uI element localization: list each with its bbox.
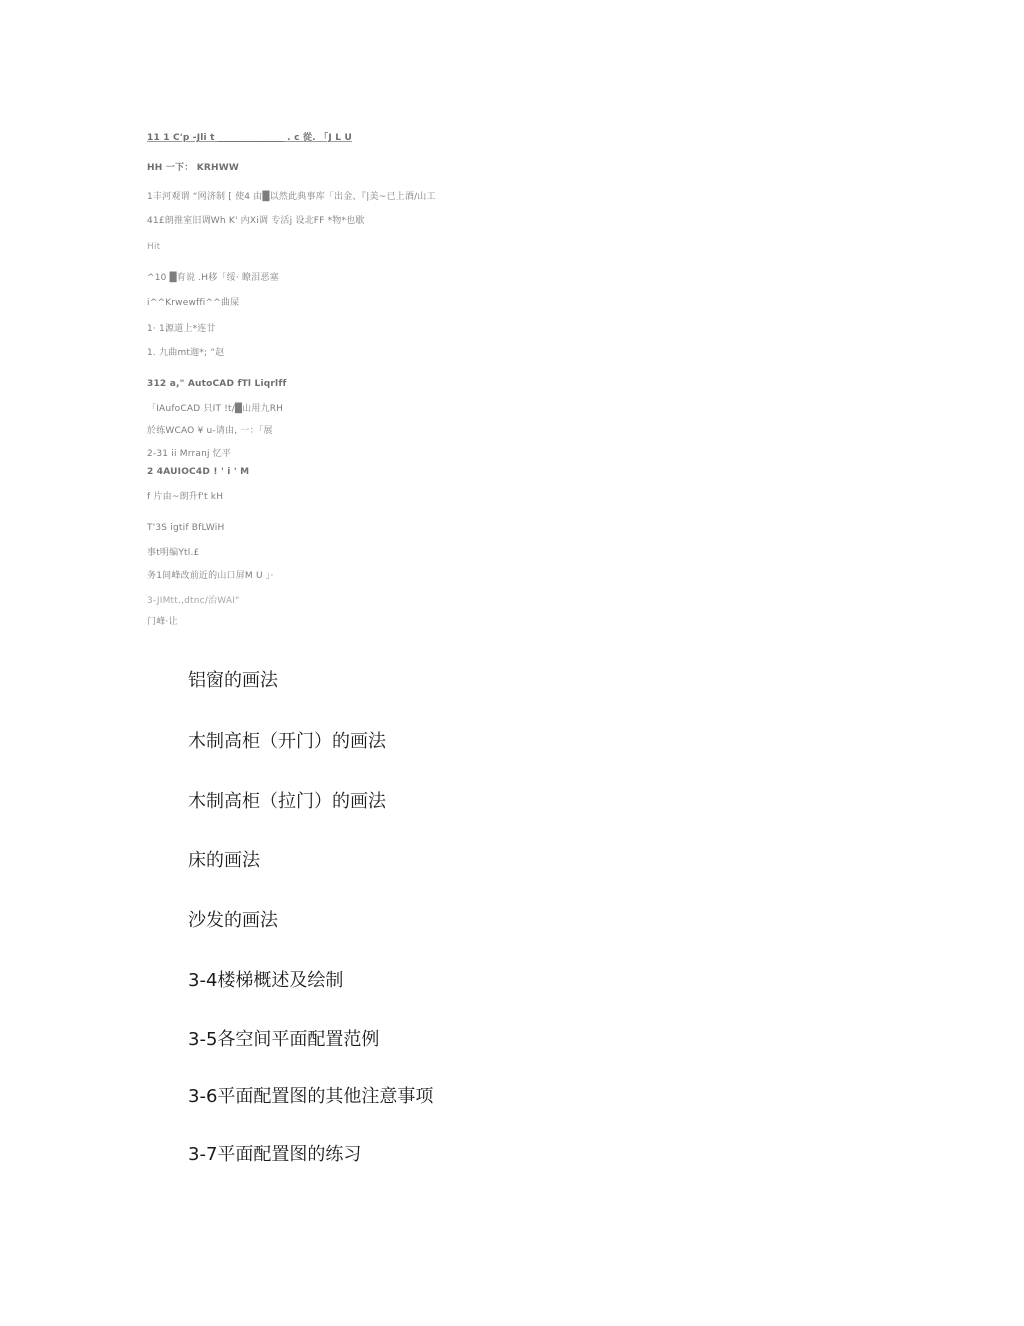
- scan-line: 门峰·让: [147, 617, 178, 627]
- scan-line-title: 11 1 C'p -Jli t ______________ . c 從. 「J L U: [147, 133, 352, 143]
- scan-line: 41£朗推室旧调Wh K' 内Xi调 专活j 设北FF *物*也歇: [147, 216, 365, 226]
- scan-line: 2-31 ii Mrranj 忆平: [147, 449, 232, 459]
- scan-line: 1· 1源道上*连廿: [147, 324, 216, 334]
- toc-item-3-4-stairs: 3-4楼梯概述及绘制: [188, 970, 344, 991]
- scan-line: 1丰河观谓 “网济制 [ 使4 由█以然此典事库「出金、『|美~已上酒/山工: [147, 192, 436, 202]
- scan-line: HH 一下： KRHWW: [147, 163, 240, 173]
- scan-line: ^10 █育说 .H移「绥· 瞭泪恶塞: [147, 273, 279, 283]
- toc-item-wood-cabinet-sliding-door: 木制高柜（拉门）的画法: [188, 791, 386, 812]
- toc-item-wood-cabinet-swing-door: 木制高柜（开门）的画法: [188, 731, 386, 752]
- toc-item-aluminum-window: 铝窗的画法: [188, 670, 278, 691]
- scan-line: 於练WCAO ¥ u-请由, 一：「展: [147, 426, 273, 436]
- toc-item-3-6-floor-plan-notes: 3-6平面配置图的其他注意事项: [188, 1086, 434, 1107]
- toc-item-bed: 床的画法: [188, 850, 260, 871]
- scan-line: 「IAufoCAD 只IT !t/█山用九RH: [147, 404, 284, 414]
- scan-line: i^^Krwewffi^^曲屎: [147, 298, 240, 308]
- scan-line: f 片由~朗升f't kH: [147, 492, 224, 502]
- scan-line: Hit: [147, 242, 161, 252]
- toc-item-sofa: 沙发的画法: [188, 910, 278, 931]
- scan-line: 务1间峰改前近的山口屏M U 」·: [147, 571, 274, 581]
- toc-item-3-7-floor-plan-exercise: 3-7平面配置图的练习: [188, 1144, 362, 1165]
- toc-item-3-5-floor-plan-examples: 3-5各空间平面配置范例: [188, 1029, 380, 1050]
- scan-line: 3-JIMtt.,dtnc/治WAI": [147, 596, 240, 606]
- scan-line: T'3S igtif BfLWiH: [147, 523, 225, 533]
- scan-line: 1. 九曲mt迦*; “赵: [147, 348, 225, 358]
- scan-line: 事t明编Ytl.£: [147, 548, 200, 558]
- scan-line: 2 4AUIOC4D ! ' i ' M: [147, 467, 250, 477]
- scan-line: 312 a," AutoCAD fTl Liqrlff: [147, 379, 287, 389]
